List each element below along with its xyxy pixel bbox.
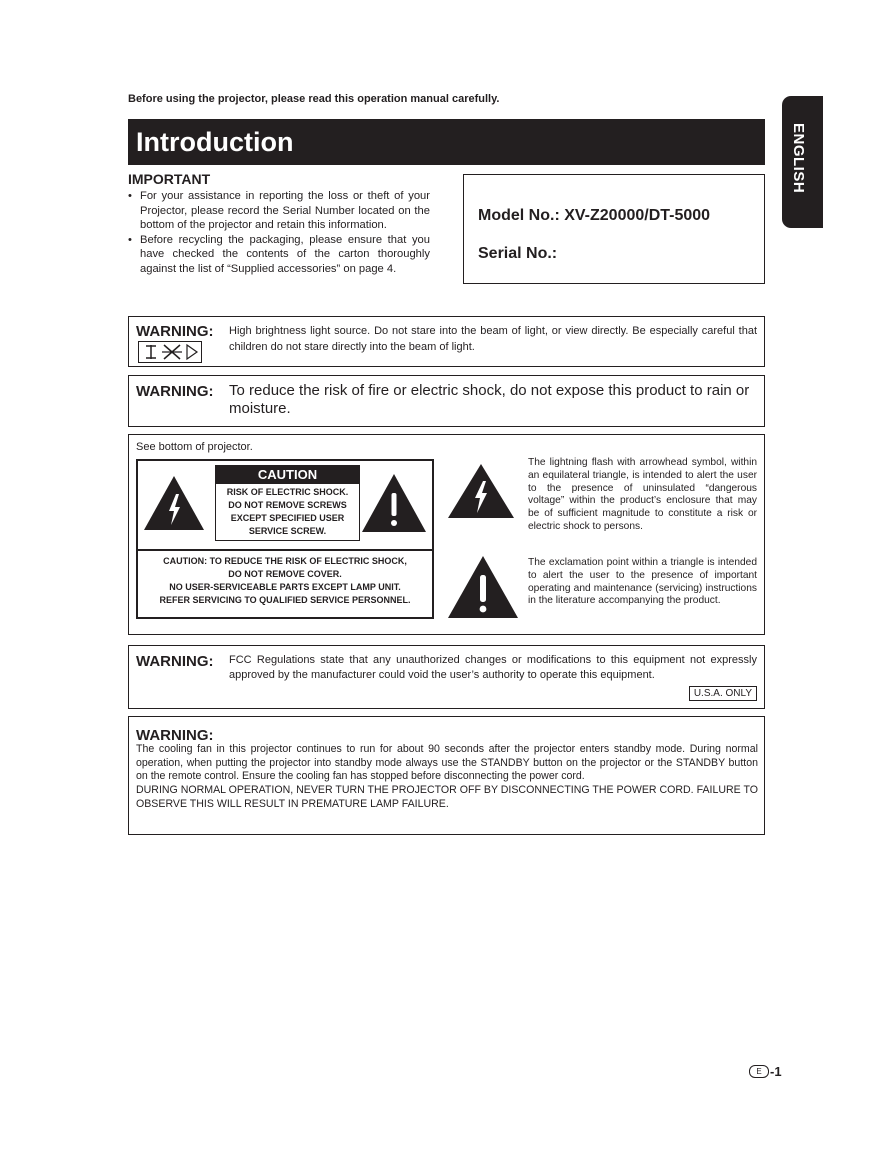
caution-bottom-line: CAUTION: TO REDUCE THE RISK OF ELECTRIC SHOCK, (163, 556, 407, 566)
caution-bottom-line: REFER SERVICING TO QUALIFIED SERVICE PERSONNEL. (159, 595, 411, 605)
model-number: Model No.: XV-Z20000/DT-5000 (478, 207, 711, 224)
serial-number: Serial No.: (478, 245, 558, 262)
page-number (749, 1064, 782, 1079)
warning-moisture-box (128, 375, 765, 427)
lightning-symbol-text: The lightning flash with arrowhead symbol, within an equilateral triangle, is intended to alert the user to the presence of uninsulated “dangerous voltage” within the product’s enclosure that may be of sufficient magnitude to constitute a risk or electric shock to persons. (528, 457, 757, 532)
caution-divider (138, 549, 432, 551)
caution-body-line: EXCEPT SPECIFIED USER (230, 513, 345, 523)
language-tab (782, 96, 823, 228)
caution-body-line: RISK OF ELECTRIC SHOCK. (226, 487, 349, 497)
caution-symbols-box (128, 434, 765, 635)
lightning-symbol-icon (447, 463, 515, 519)
list-item: • For your assistance in reporting the loss or theft of your Projector, please record the Serial Number located on the bottom of the projector and retain this information. (128, 190, 430, 231)
lightning-warning-icon (143, 475, 205, 531)
see-bottom-note: See bottom of projector. (136, 441, 253, 453)
warning-fan-text (136, 743, 758, 812)
section-title-bar (128, 119, 765, 165)
language-tab-label: ENGLISH (790, 123, 807, 194)
caution-body-line: DO NOT REMOVE SCREWS (228, 500, 347, 510)
warning-label: WARNING: (136, 727, 214, 744)
important-list (128, 189, 430, 276)
warning-fcc-box (128, 645, 765, 709)
caution-body (216, 484, 359, 538)
exclamation-symbol-icon (447, 555, 519, 619)
warning-fan-paragraph: The cooling fan in this projector continues to run for about 90 seconds after the projector enters standby mode. During normal operation, when putting the projector into standby mode always use the STANDBY button on the projector or the STANDBY button on the remote control. Ensure the cooling fan has stopped before disconnecting the power cord. (136, 743, 758, 783)
warning-fan-box (128, 716, 765, 835)
list-item: • Before recycling the packaging, please ensure that you have checked the contents of the carton thoroughly against the list of “Supplied accessories” on page 4. (128, 233, 430, 275)
warning-brightness-box (128, 316, 765, 367)
exclamation-warning-icon (361, 473, 427, 533)
warning-label: WARNING: (136, 383, 214, 400)
caution-bottom-text (138, 555, 432, 607)
warning-label: WARNING: (136, 323, 214, 340)
page-letter-circle: E (749, 1065, 769, 1078)
page-number-value: -1 (770, 1064, 782, 1079)
important-item-serial: For your assistance in reporting the loss or theft of your Projector, please record the Serial Number located on the bottom of the projector and retain this information. (140, 190, 430, 231)
model-serial-box (463, 174, 765, 284)
important-item-recycling: Before recycling the packaging, please ensure that you have checked the contents of the carton thoroughly against the list of “Supplied accessories” on page 4. (140, 233, 430, 275)
warning-moisture-text: To reduce the risk of fire or electric shock, do not expose this product to rain or moisture. (229, 382, 750, 417)
section-title: Introduction (136, 127, 294, 157)
caution-body-line: SERVICE SCREW. (248, 526, 327, 536)
warning-label: WARNING: (136, 653, 214, 670)
caution-bottom-line: DO NOT REMOVE COVER. (228, 569, 342, 579)
warning-fcc-text: FCC Regulations state that any unauthorized changes or modifications to this equipment not expressly approved by the manufacturer could void the user’s authority to operate this equipment. (229, 654, 757, 681)
caution-panel (215, 465, 360, 541)
caution-heading: CAUTION (216, 466, 359, 484)
caution-label (136, 459, 434, 619)
no-stare-icon (138, 341, 202, 363)
exclamation-symbol-text: The exclamation point within a triangle is intended to alert the user to the presence of important operating and maintenance (servicing) instructions in the literature accompanying the product. (528, 557, 757, 607)
warning-fan-caps-paragraph: DURING NORMAL OPERATION, NEVER TURN THE PROJECTOR OFF BY DISCONNECTING THE POWER CORD. FAILURE TO OBSERVE THIS WILL RESULT IN PREMATURE LAMP FAILURE. (136, 784, 758, 810)
usa-only-badge: U.S.A. ONLY (689, 686, 757, 701)
warning-brightness-text: High brightness light source. Do not stare into the beam of light, or view directly. Be especially careful that children do not stare directly into the beam of light. (229, 325, 757, 353)
important-heading: IMPORTANT (128, 171, 211, 187)
top-note: Before using the projector, please read this operation manual carefully. (128, 93, 500, 105)
caution-bottom-line: NO USER-SERVICEABLE PARTS EXCEPT LAMP UNIT. (169, 582, 401, 592)
